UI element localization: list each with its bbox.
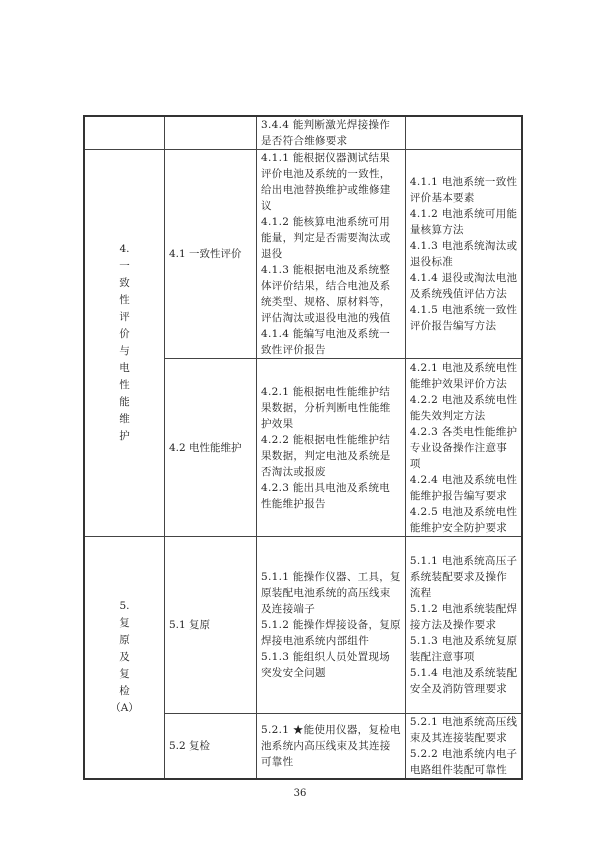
unit-cell: 5.1 复原 [165,537,257,714]
text-line: 5.1.2 能操作焊接设备，复原 [261,619,401,631]
knowledge-cell [405,116,522,150]
text-line: 复 [119,668,130,680]
module-cell-4 [84,150,165,537]
unit-cell: 4.1 一致性评价 [165,150,257,359]
text-line: 性 [119,379,130,391]
text-line: 4.2.5 电池及系统电性 [409,505,518,518]
text-line: 5.2.1 ★能使用仪器，复检电 [261,724,401,736]
text-line: 否淘汰或报废 [261,465,326,478]
knowledge-cell [405,150,522,359]
knowledge-cell [405,714,522,780]
text-line: 评估淘汰或退役电池的残值 [261,312,391,324]
text-line: 5.2.2 电池系统内电子 [409,748,518,760]
text-line: 能维护效果评价方法 [409,377,508,390]
text-line: 给出电池替换维护或维修建 [261,184,391,196]
unit-cell [165,116,257,150]
text-line: 4.1.4 能编写电池及系统一 [261,328,391,340]
page-number: 36 [293,788,307,799]
text-line: 4.1.1 电池系统一致性 [409,176,518,188]
skill-cell [257,150,406,359]
text-line: 装配注意事项 [409,651,475,663]
text-line: 统类型、规格、原材料等， [261,296,391,308]
text-line: 4.1.5 电池系统一致性 [409,304,518,316]
text-line: 安全及消防管理要求 [409,683,508,695]
text-line: 护 [119,430,130,442]
text-line: 4.1.2 电池系统可用能 [409,208,518,220]
text-line: 4. [119,243,130,255]
text-line: 性能维护报告 [261,497,326,510]
skill-cell [257,116,406,150]
text-line: 突发安全问题 [261,667,326,679]
text-line: 系统装配要求及操作 [409,571,508,583]
text-line: （A） [110,702,139,714]
text-line: 评价报告编写方法 [409,320,497,332]
text-line: 5.1.1 能操作仪器、工具，复 [261,571,401,583]
unit-cell: 5.2 复检 [165,714,257,780]
module-cell [84,116,165,150]
text-line: 量核算方法 [409,224,464,236]
text-line: 复 [119,617,130,629]
text-line: 原 [119,634,130,646]
text-line: 项 [409,457,421,470]
text-line: 能维护安全防护要求 [409,521,508,534]
text-line: 原装配电池系统的高压线束 [261,587,391,599]
text-line: 检 [119,685,130,697]
text-line: 4.2.2 电池及系统电性 [409,393,518,406]
text-line: 4.2.3 各类电性能维护 [409,425,518,438]
text-line: 5.1.2 电池系统装配焊 [409,603,518,615]
text-line: 是否符合维修要求 [261,135,348,147]
text-line: 护效果 [261,417,294,430]
text-line: 3.4.4 能判断激光焊接操作 [261,119,391,131]
table-row [84,537,522,714]
text-line: 4.2.4 电池及系统电性 [409,473,518,486]
text-line: 评价基本要素 [409,192,475,204]
text-line: 束及其连接装配要求 [409,732,508,744]
text-line: 4.2.3 能出具电池及系统电 [261,481,391,494]
text-line: 一 [119,260,130,272]
text-line: 能失效判定方法 [409,409,486,422]
text-line: 评价电池及系统的一致性， [261,168,391,180]
text-line: 能量，判定是否需要淘汰或 [261,232,391,244]
text-line: 5.2.1 电池系统高压线 [409,716,518,728]
text-line: 专业设备操作注意事 [409,441,508,454]
text-line: 果数据，判定电池及系统是 [261,449,391,462]
text-line: 与 [119,345,130,357]
text-line: 及连接端子 [261,603,315,615]
text-line: 5.1.3 电池及系统复原 [409,635,518,647]
text-line: 及 [119,651,130,663]
text-line: 致 [119,277,130,289]
text-line: 退役 [261,248,283,260]
text-line: 价 [119,328,130,340]
text-line: 4.1.1 能根据仪器测试结果 [261,152,391,164]
text-line: 5.1.4 电池及系统装配 [409,667,518,679]
text-line: 4.1.2 能核算电池系统可用 [261,216,391,228]
text-line: 4.1.3 能根据电池及系统整 [261,264,391,276]
knowledge-cell [405,537,522,714]
text-line: 焊接电池系统内部组件 [261,635,369,647]
text-line: 4.2.1 能根据电性能维护结 [261,385,391,398]
text-line: 流程 [409,587,432,599]
text-line: 致性评价报告 [261,344,326,356]
unit-cell: 4.2 电性能维护 [165,359,257,537]
skill-cell [257,359,406,537]
skill-cell [257,714,406,780]
text-line: 能 [119,396,130,408]
table-row [84,116,522,150]
text-line: 及系统残值评估方法 [409,288,508,300]
text-line: 性 [119,294,130,306]
skill-requirements-table [83,115,523,780]
text-line: 电路组件装配可靠性 [409,764,508,776]
text-line: 可靠性 [261,756,294,768]
text-line: 能维护报告编写要求 [409,489,508,502]
text-line: 4.2.1 电池及系统电性 [409,361,518,374]
text-line: 5.1.3 能组织人员处置现场 [261,651,391,663]
skill-cell [257,537,406,714]
module-cell-5 [84,537,165,780]
text-line: 4.1.4 退役或淘汰电池 [409,272,518,284]
text-line: 体评价结果，结合电池及系 [261,280,391,292]
text-line: 接方法及操作要求 [409,619,497,631]
text-line: 4.1.3 电池系统淘汰或 [409,240,518,252]
text-line: 5.1.1 电池系统高压子 [409,555,518,567]
text-line: 4.2.2 能根据电性能维护结 [261,433,391,446]
text-line: 评 [119,311,130,323]
text-line: 电 [119,362,130,374]
text-line: 5. [119,600,130,612]
knowledge-cell [405,359,522,537]
text-line: 退役标准 [409,256,454,268]
text-line: 果数据，分析判断电性能维 [261,401,391,414]
text-line: 维 [119,413,130,425]
text-line: 议 [261,200,272,212]
table-row [84,150,522,359]
text-line: 池系统内高压线束及其连接 [261,740,391,752]
